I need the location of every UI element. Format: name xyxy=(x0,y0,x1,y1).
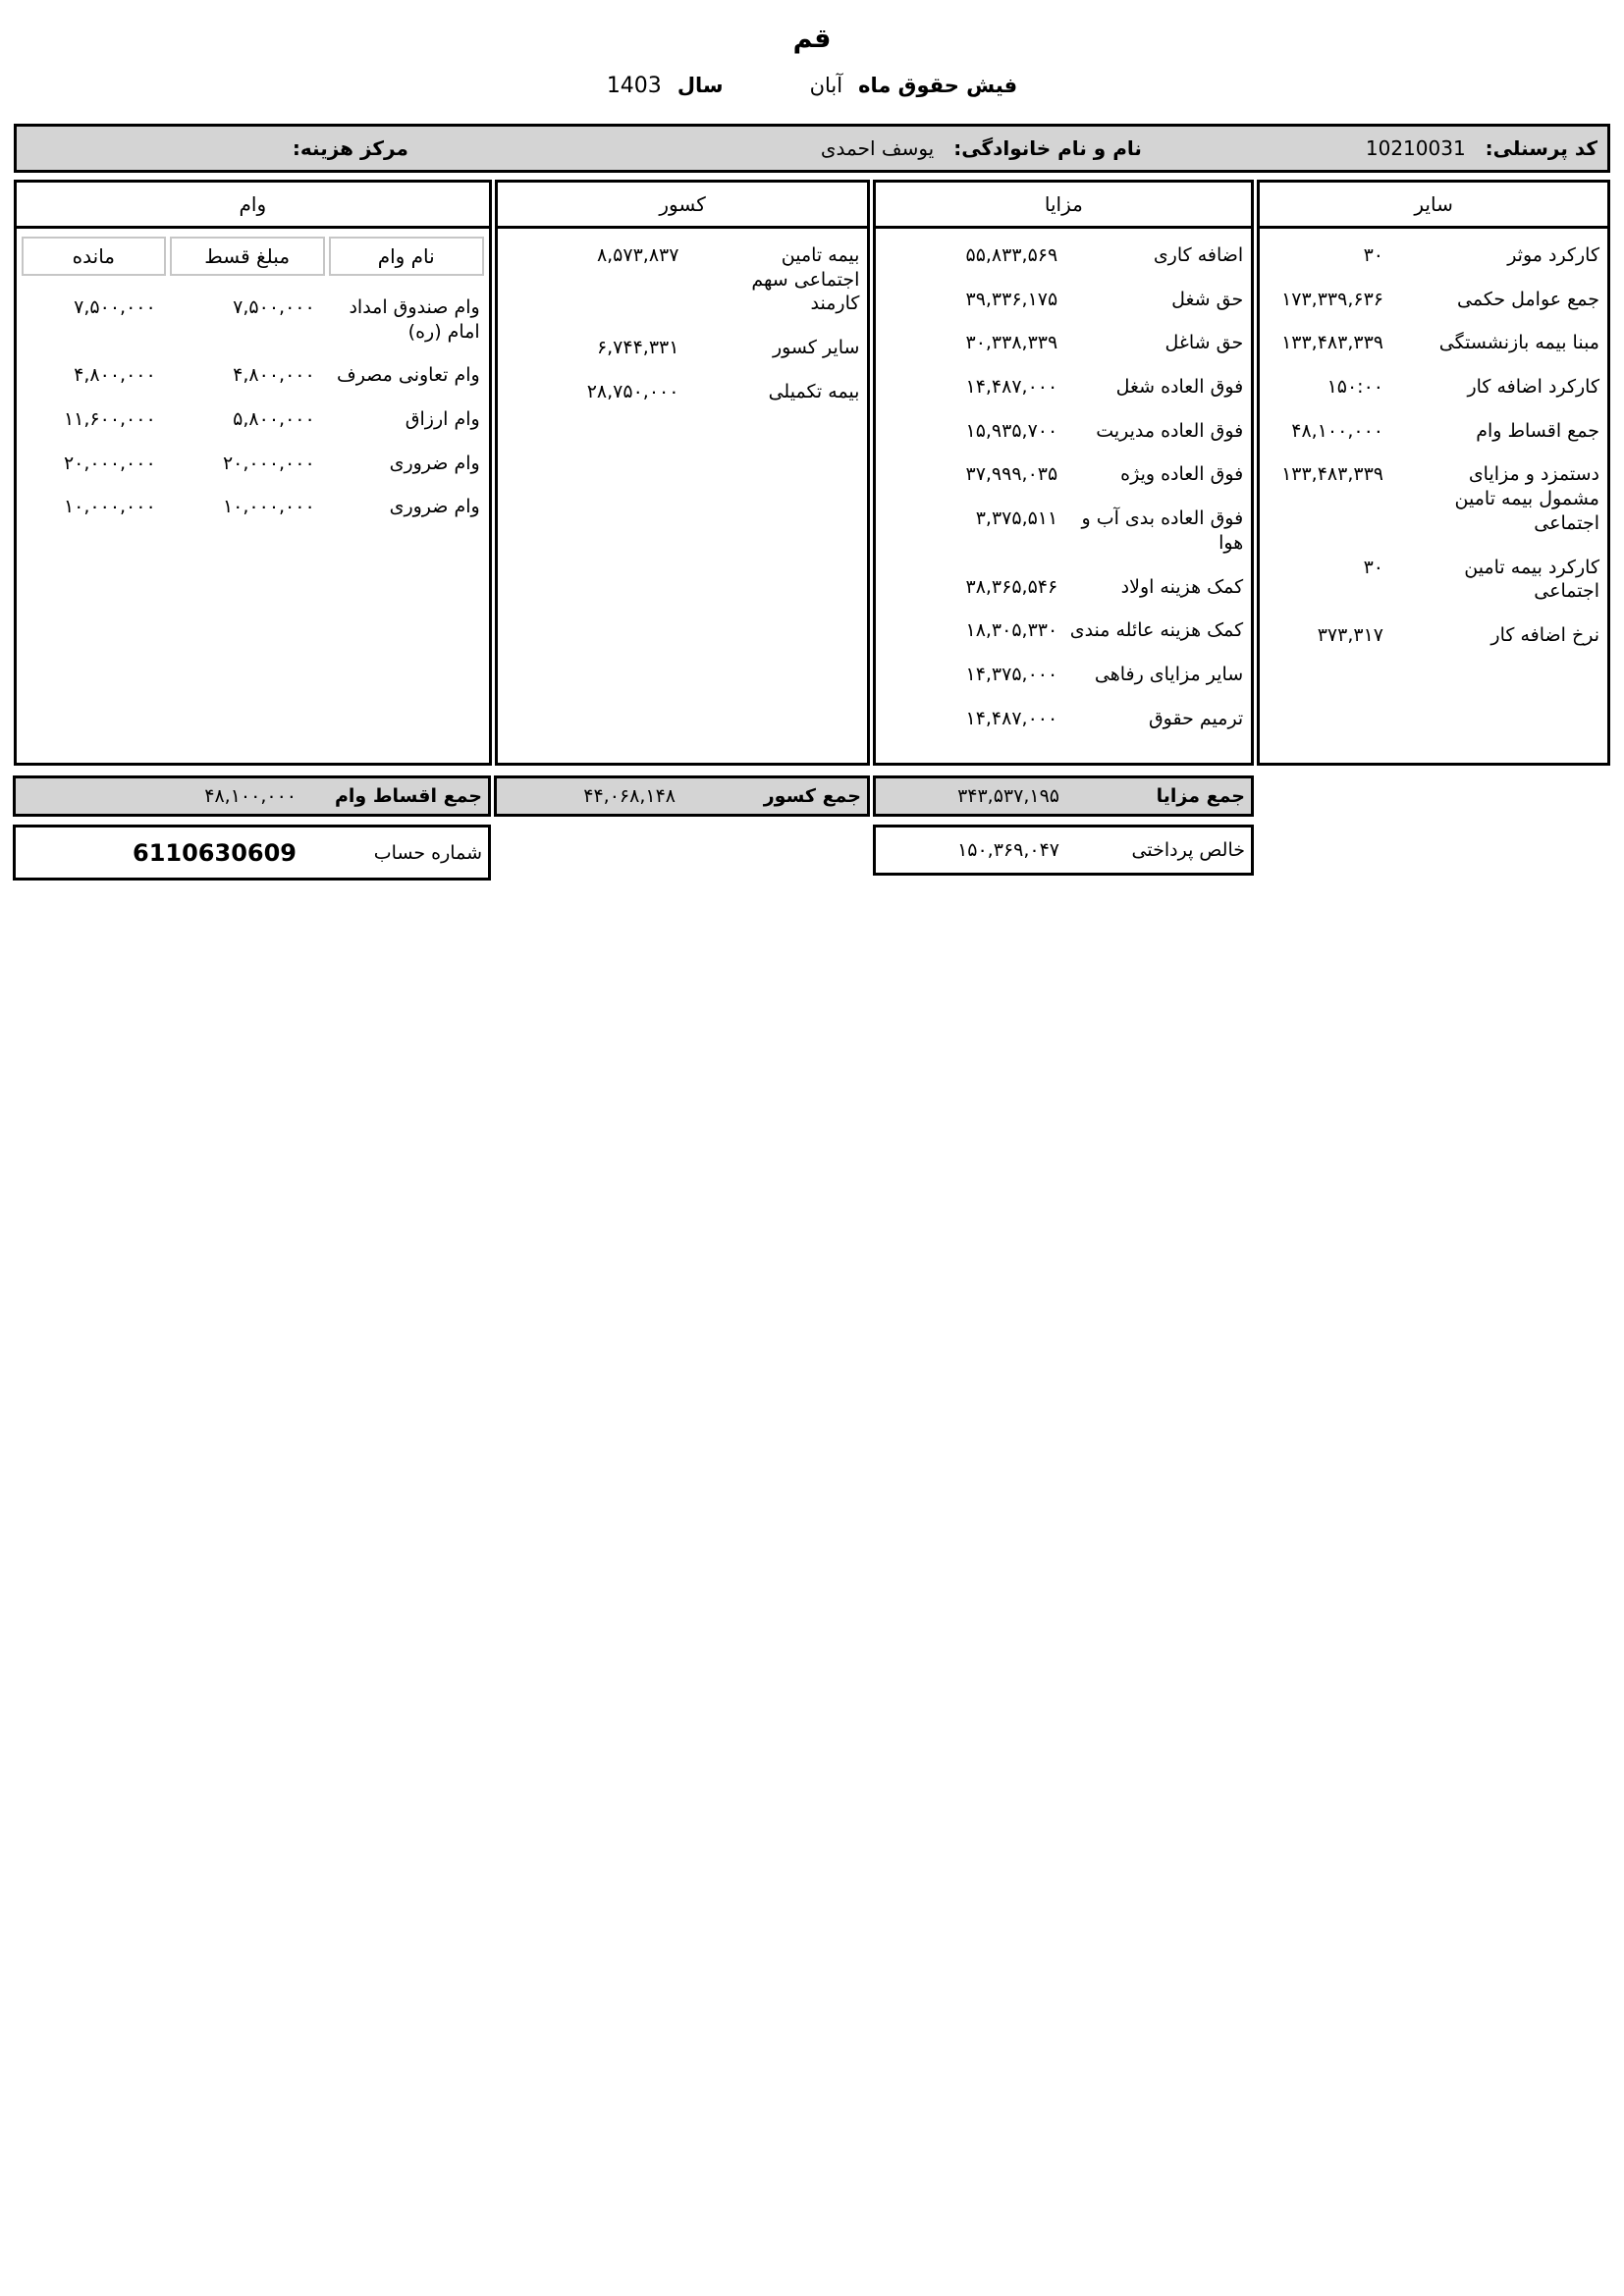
benefit-row-label: کمک هزینه عائله مندی xyxy=(1069,619,1244,642)
net-pay-label: خالص پرداختی xyxy=(1131,839,1245,861)
benefit-row-label: فوق العاده ویژه xyxy=(1120,463,1244,486)
other-row-value: ۱۳۳,۴۸۳,۳۳۹ xyxy=(1281,332,1383,354)
benefits-total-label: جمع مزایا xyxy=(1156,785,1245,807)
other-row-value: ۱۳۳,۴۸۳,۳۳۹ xyxy=(1281,463,1383,486)
other-row-value: ۱۵۰:۰۰ xyxy=(1326,376,1383,399)
totals-spacer xyxy=(1257,775,1610,817)
benefit-row-label: ترمیم حقوق xyxy=(1148,707,1244,729)
other-row-value: ۳۰ xyxy=(1363,556,1383,578)
other-row-value: ۴۸,۱۰۰,۰۰۰ xyxy=(1291,419,1383,442)
benefit-row-label: فوق العاده بدی آب و هوا xyxy=(1081,507,1244,554)
deduction-row-value: ۲۸,۷۵۰,۰۰۰ xyxy=(586,380,679,402)
loan-installment: ۷,۵۰۰,۰۰۰ xyxy=(233,296,315,318)
benefit-row-value: ۵۵,۸۳۳,۵۶۹ xyxy=(965,244,1058,266)
other-row-label: کارکرد اضافه کار xyxy=(1467,376,1599,399)
loan-balance: ۱۱,۶۰۰,۰۰۰ xyxy=(63,408,156,431)
other-row xyxy=(1266,462,1599,535)
deductions-total-value: ۴۴,۰۶۸,۱۴۸ xyxy=(583,785,676,807)
other-row-label: نرخ اضافه کار xyxy=(1490,623,1599,646)
columns-row xyxy=(14,180,1610,766)
benefit-row xyxy=(882,575,1243,600)
loan-installment: ۵,۸۰۰,۰۰۰ xyxy=(233,408,315,431)
bottom-row xyxy=(14,825,1610,881)
benefit-row-value: ۱۸,۳۰۵,۳۳۰ xyxy=(965,619,1058,642)
loan-installment: ۱۰,۰۰۰,۰۰۰ xyxy=(222,496,315,518)
benefit-row-label: فوق العاده شغل xyxy=(1115,376,1244,399)
benefits-rows xyxy=(876,229,1251,750)
loans-header-installment: مبلغ قسط xyxy=(170,237,325,276)
net-pay-value: ۱۵۰,۳۶۹,۰۴۷ xyxy=(957,839,1059,861)
full-name-value: یوسف احمدی xyxy=(820,136,935,160)
account-number-label: شماره حساب xyxy=(373,841,482,864)
deductions-column-title: کسور xyxy=(498,183,868,229)
other-row-label: دستمزد و مزایای مشمول بیمه تامین اجتماعی xyxy=(1454,463,1599,534)
loans-column xyxy=(14,180,492,766)
loan-balance: ۲۰,۰۰۰,۰۰۰ xyxy=(63,452,156,474)
benefit-row xyxy=(882,462,1243,487)
benefit-row-value: ۳۸,۳۶۵,۵۴۶ xyxy=(965,575,1058,598)
bottom-spacer-middle xyxy=(494,825,870,881)
account-number-value: 6110630609 xyxy=(133,838,297,867)
loan-name: وام صندوق امداد امام (ره) xyxy=(349,296,480,343)
other-rows xyxy=(1260,229,1607,667)
deduction-row-value: ۸,۵۷۳,۸۳۷ xyxy=(596,244,679,266)
deduction-row-label: سایر کسور xyxy=(772,337,860,359)
loans-header-balance: مانده xyxy=(22,237,166,276)
totals-row xyxy=(14,775,1610,817)
other-row-label: مبنا بیمه بازنشستگی xyxy=(1438,332,1599,354)
other-row xyxy=(1266,623,1599,648)
benefit-row-value: ۳۷,۹۹۹,۰۳۵ xyxy=(965,463,1058,486)
loans-header-name: نام وام xyxy=(329,237,484,276)
benefit-row-label: سایر مزایای رفاهی xyxy=(1094,663,1244,685)
other-row-label: کارکرد موثر xyxy=(1507,244,1599,266)
loan-name: وام تعاونی مصرف xyxy=(337,364,480,387)
personnel-code-label: کد پرسنلی: xyxy=(1485,136,1597,160)
deduction-row xyxy=(504,380,860,404)
other-row xyxy=(1266,375,1599,400)
other-row xyxy=(1266,331,1599,355)
other-row xyxy=(1266,556,1599,604)
loan-installment: ۴,۸۰۰,۰۰۰ xyxy=(233,364,315,387)
year-label: سال xyxy=(677,74,724,97)
deduction-row-label: بیمه تامین اجتماعی سهم کارمند xyxy=(751,244,860,315)
deduction-row xyxy=(504,336,860,360)
loan-name: وام ضروری xyxy=(389,496,480,518)
payslip-page xyxy=(0,24,1624,881)
benefit-row-value: ۱۴,۴۸۷,۰۰۰ xyxy=(965,707,1058,729)
personnel-code-value: 10210031 xyxy=(1365,136,1466,160)
slip-month: آبان xyxy=(809,74,843,97)
other-row xyxy=(1266,243,1599,268)
deductions-rows xyxy=(498,229,868,423)
benefit-row xyxy=(882,618,1243,643)
loans-total-bar xyxy=(13,775,491,817)
benefit-row xyxy=(882,331,1243,355)
net-pay-box xyxy=(873,825,1254,876)
benefit-row-label: حق شاغل xyxy=(1164,332,1244,354)
benefit-row-value: ۱۴,۳۷۵,۰۰۰ xyxy=(965,663,1058,685)
cost-center-label: مرکز هزینه: xyxy=(292,136,408,160)
other-row xyxy=(1266,288,1599,312)
benefit-row-label: حق شغل xyxy=(1171,288,1244,310)
loans-total-label: جمع اقساط وام xyxy=(334,785,482,807)
bottom-spacer-right xyxy=(1257,825,1610,881)
other-row-value: ۳۷۳,۳۱۷ xyxy=(1317,623,1383,646)
other-row-value: ۱۷۳,۳۳۹,۶۳۶ xyxy=(1281,288,1383,310)
deductions-column xyxy=(495,180,871,766)
benefit-row xyxy=(882,707,1243,731)
benefits-total-bar xyxy=(873,775,1254,817)
loans-total-value: ۴۸,۱۰۰,۰۰۰ xyxy=(204,785,297,807)
other-row-label: کارکرد بیمه تامین اجتماعی xyxy=(1464,556,1599,603)
deductions-total-label: جمع کسور xyxy=(763,785,861,807)
employee-header-bar xyxy=(14,124,1610,173)
benefit-row xyxy=(882,243,1243,268)
loan-balance: ۷,۵۰۰,۰۰۰ xyxy=(74,296,156,318)
page-title: قم xyxy=(792,24,832,54)
benefit-row xyxy=(882,507,1243,555)
deduction-row xyxy=(504,243,860,316)
other-row-label: جمع عوامل حکمی xyxy=(1457,288,1599,310)
loan-name: وام ارزاق xyxy=(405,408,480,431)
benefits-column xyxy=(873,180,1254,766)
benefit-row-value: ۳۰,۳۳۸,۳۳۹ xyxy=(965,332,1058,354)
other-column-title: سایر xyxy=(1260,183,1607,229)
benefit-row xyxy=(882,419,1243,444)
benefit-row-value: ۳۹,۳۳۶,۱۷۵ xyxy=(965,288,1058,310)
slip-title-label: فیش حقوق ماه xyxy=(858,74,1018,97)
year-value: 1403 xyxy=(606,74,662,98)
slip-subtitle xyxy=(14,74,1610,98)
other-row xyxy=(1266,419,1599,444)
deductions-total-bar xyxy=(494,775,870,817)
benefit-row xyxy=(882,288,1243,312)
loan-balance: ۴,۸۰۰,۰۰۰ xyxy=(74,364,156,387)
full-name-label: نام و نام خانوادگی: xyxy=(953,136,1142,160)
loan-name: وام ضروری xyxy=(389,452,480,474)
loan-balance: ۱۰,۰۰۰,۰۰۰ xyxy=(63,496,156,518)
benefit-row-value: ۱۵,۹۳۵,۷۰۰ xyxy=(965,419,1058,442)
benefit-row-label: اضافه کاری xyxy=(1153,244,1244,266)
benefit-row xyxy=(882,375,1243,400)
other-column xyxy=(1257,180,1610,766)
benefit-row-value: ۱۴,۴۸۷,۰۰۰ xyxy=(965,376,1058,399)
benefit-row-value: ۳,۳۷۵,۵۱۱ xyxy=(975,507,1058,530)
benefit-row-label: کمک هزینه اولاد xyxy=(1120,575,1244,598)
benefits-total-value: ۳۴۳,۵۳۷,۱۹۵ xyxy=(957,785,1059,807)
account-number-box xyxy=(13,825,491,881)
benefit-row-label: فوق العاده مدیریت xyxy=(1096,419,1244,442)
benefits-column-title: مزایا xyxy=(876,183,1251,229)
other-row-value: ۳۰ xyxy=(1363,244,1383,266)
loans-table xyxy=(17,229,489,519)
deduction-row-label: بیمه تکمیلی xyxy=(768,380,860,402)
benefit-row xyxy=(882,663,1243,687)
other-row-label: جمع اقساط وام xyxy=(1476,419,1599,442)
deduction-row-value: ۶,۷۴۴,۳۳۱ xyxy=(596,337,679,359)
loans-column-title: وام xyxy=(17,183,489,229)
loan-installment: ۲۰,۰۰۰,۰۰۰ xyxy=(222,452,315,474)
